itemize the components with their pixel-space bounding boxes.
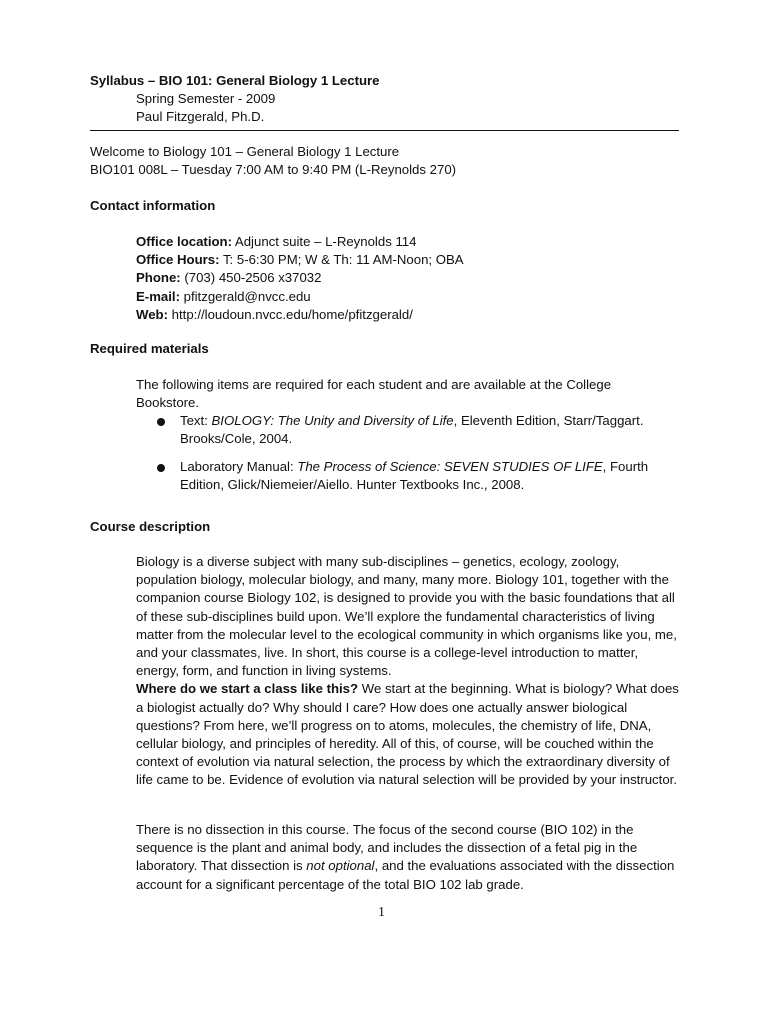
welcome-line: Welcome to Biology 101 – General Biology 1 Lecture <box>90 144 400 159</box>
description-heading: Course description <box>90 519 211 534</box>
section-schedule-line: BIO101 008L – Tuesday 7:00 AM to 9:40 PM (L-Reynolds 270) <box>90 162 457 178</box>
contact-heading: Contact information <box>90 198 216 213</box>
phone: Phone: (703) 450-2506 x37032 <box>136 270 322 286</box>
welcome-block <box>90 143 456 179</box>
bullet-icon <box>157 464 165 472</box>
description-body <box>136 553 681 790</box>
materials-heading: Required materials <box>90 341 209 356</box>
instructor-name: Paul Fitzgerald, Ph.D. <box>136 109 265 125</box>
office-location: Office location: Adjunct suite – L-Reynolds 114 <box>136 234 417 249</box>
web-link[interactable]: http://loudoun.nvcc.edu/home/pfitzgerald/ <box>168 306 413 322</box>
materials-intro: The following items are required for each student and are available at the College Bookstore. <box>136 377 612 411</box>
lab-manual-title: The Process of Science: SEVEN STUDIES OF LIFE <box>297 459 603 474</box>
office-hours: Office Hours: T: 5-6:30 PM; W & Th: 11 AM-Noon; OBA <box>136 252 464 268</box>
web: Web: http://loudoun.nvcc.edu/home/pfitzgerald/ <box>136 306 413 322</box>
list-item: Laboratory Manual: The Process of Science: SEVEN STUDIES OF LIFE, Fourth Edition, Glick/Niemeier/Aiello. Hunter Textbooks Inc., 2008. <box>180 458 680 494</box>
dissection-paragraph: There is no dissection in this course. The focus of the second course (BIO 102) in the sequence is the plant and animal body, and includes the dissection of a fetal pig in the laboratory. That dissection is not optional, and the evaluations associated with the dissection account for a significant percentage of the total BIO 102 lab grade. <box>136 822 675 892</box>
email: E-mail: pfitzgerald@nvcc.edu <box>136 288 311 304</box>
bullet-icon <box>157 418 165 426</box>
header-divider <box>90 130 679 131</box>
contact-details <box>136 233 464 324</box>
description-paragraph: Biology is a diverse subject with many sub-disciplines – genetics, ecology, zoology, population biology, molecular biology, and many, many more. Biology 101, together with the companion course Biology 102, is designed to provide you with the basic foundations that all of these sub-disciplines build upon. We’ll explore the fundamental characteristics of living matter from the molecular level to the ecological community in which organisms like you, me, and your classmates, live. In short, this course is a college-level introduction to matter, energy, form, and function in living systems. <box>136 554 677 679</box>
list-item: Text: BIOLOGY: The Unity and Diversity of Life, Eleventh Edition, Starr/Taggart. Brooks/Cole, 2004. <box>180 412 680 448</box>
page-number: 1 <box>378 905 385 920</box>
semester: Spring Semester - 2009 <box>136 91 276 107</box>
textbook-title: BIOLOGY: The Unity and Diversity of Life <box>211 413 454 428</box>
document-header <box>90 72 380 127</box>
description-paragraph: Where do we start a class like this? We start at the beginning. What is biology? What does a biologist actually do? Why should I care? How does one actually answer biological questions? From here, we’ll progress on to atoms, molecules, the chemistry of life, DNA, cellular biology, and principles of heredity. All of this, of course, will be couched within the context of evolution via natural selection, the process by which the extraordinary diversity of life came to be. Evidence of evolution via natural selection will be provided by your instructor. <box>136 681 679 788</box>
document-title: Syllabus – BIO 101: General Biology 1 Lecture <box>90 73 380 88</box>
